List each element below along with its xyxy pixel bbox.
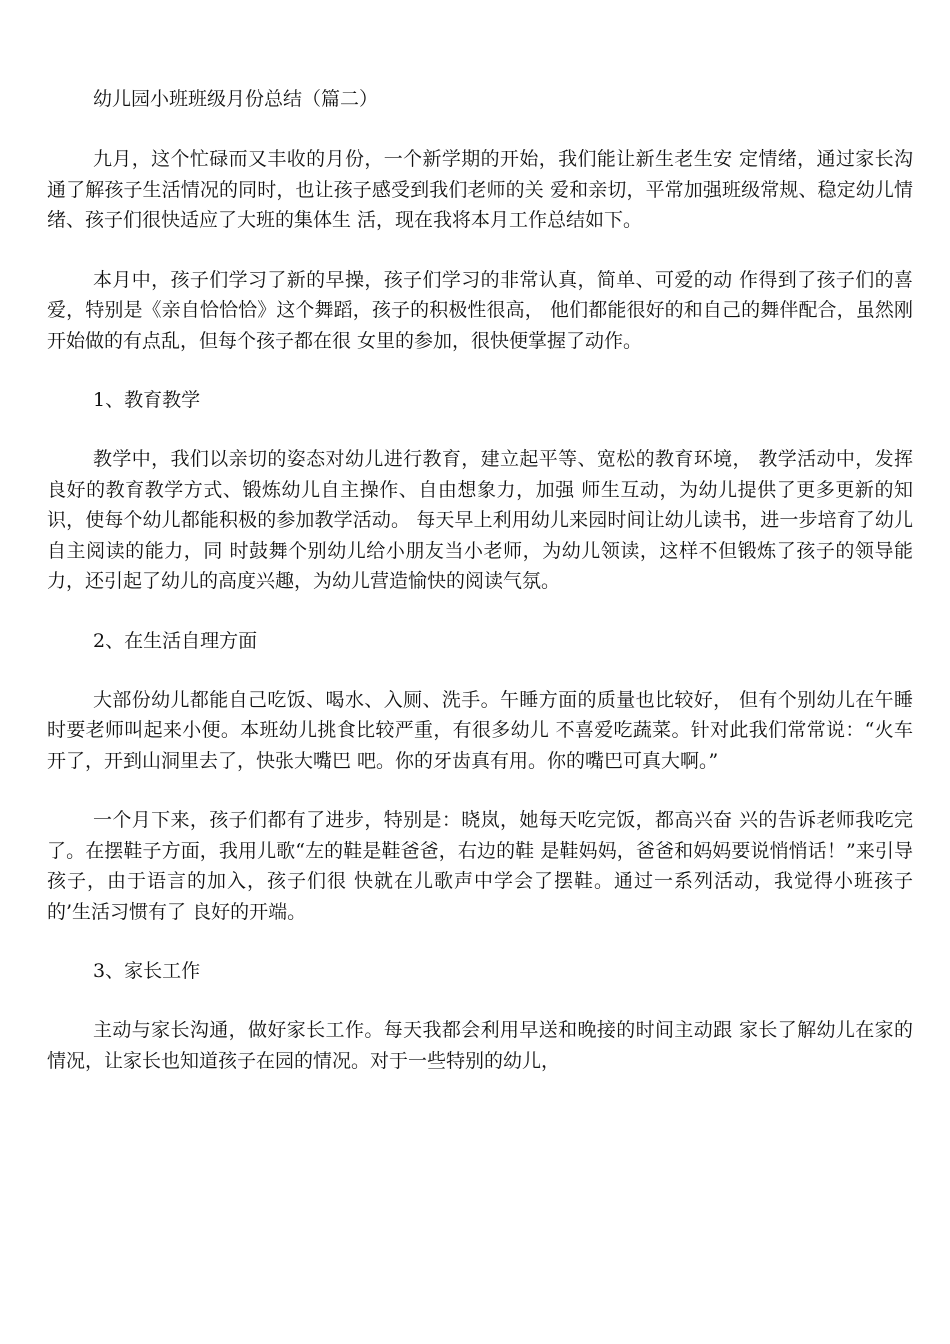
document-title: 幼儿园小班班级月份总结（篇二） [93, 88, 379, 110]
section-heading-parents: 3、家长工作 [93, 960, 201, 982]
paragraph-intro: 九月，这个忙碌而又丰收的月份，一个新学期的开始，我们能让新生老生安 定情绪，通过家长沟通了解孩子生活情况的同时，也让孩子感受到我们老师的关 爱和亲切，平常加强班级常规、稳定幼儿情绪、孩子们很快适应了大班的集体生 活，现在我将本月工作总结如下。 [47, 148, 913, 231]
paragraph-progress: 一个月下来，孩子们都有了进步，特别是：晓岚，她每天吃完饭，都高兴奋 兴的告诉老师我吃完了。在摆鞋子方面，我用儿歌“左的鞋是鞋爸爸，右边的鞋 是鞋妈妈，爸爸和妈妈要说悄悄话！”来引导孩子，由于语言的加入，孩子们很 快就在儿歌声中学会了摆鞋。通过一系列活动，我觉得小班孩子的’生活习惯有了 良好的开端。 [47, 809, 913, 923]
paragraph-parents: 主动与家长沟通，做好家长工作。每天我都会利用早送和晚接的时间主动跟 家长了解幼儿在家的情况，让家长也知道孩子在园的情况。对于一些特别的幼儿， [47, 1019, 913, 1072]
section-heading-education: 1、教育教学 [93, 389, 201, 411]
section-heading-self-care: 2、在生活自理方面 [93, 629, 258, 652]
document-body [47, 84, 913, 1105]
paragraph-education: 教学中，我们以亲切的姿态对幼儿进行教育，建立起平等、宽松的教育环境， 教学活动中，发挥良好的教育教学方式、锻炼幼儿自主操作、自由想象力，加强 师生互动，为幼儿提供了更多更新的知识，使每个幼儿都能积极的参加教学活动。 每天早上利用幼儿来园时间让幼儿读书，进一步培育了幼儿自主阅读的能力，同 时鼓舞个别幼儿给小朋友当小老师，为幼儿领读，这样不但锻炼了孩子的领导能 力，还引起了幼儿的高度兴趣，为幼儿营造愉快的阅读气氛。 [47, 448, 913, 592]
paragraph-morning-exercise: 本月中，孩子们学习了新的早操，孩子们学习的非常认真，简单、可爱的动 作得到了孩子们的喜爱，特别是《亲自恰恰恰》这个舞蹈，孩子的积极性很高， 他们都能很好的和自己的舞伴配合，虽然刚开始做的有点乱，但每个孩子都在很 女里的参加，很快便掌握了动作。 [47, 268, 913, 352]
paragraph-self-care: 大部份幼儿都能自己吃饭、喝水、入厕、洗手。午睡方面的质量也比较好， 但有个别幼儿在午睡时要老师叫起来小便。本班幼儿挑食比较严重，有很多幼儿 不喜爱吃蔬菜。针对此我们常常说：“火车开了，开到山洞里去了，快张大嘴巴 吧。你的牙齿真有用。你的嘴巴可真大啊。” [47, 688, 913, 772]
